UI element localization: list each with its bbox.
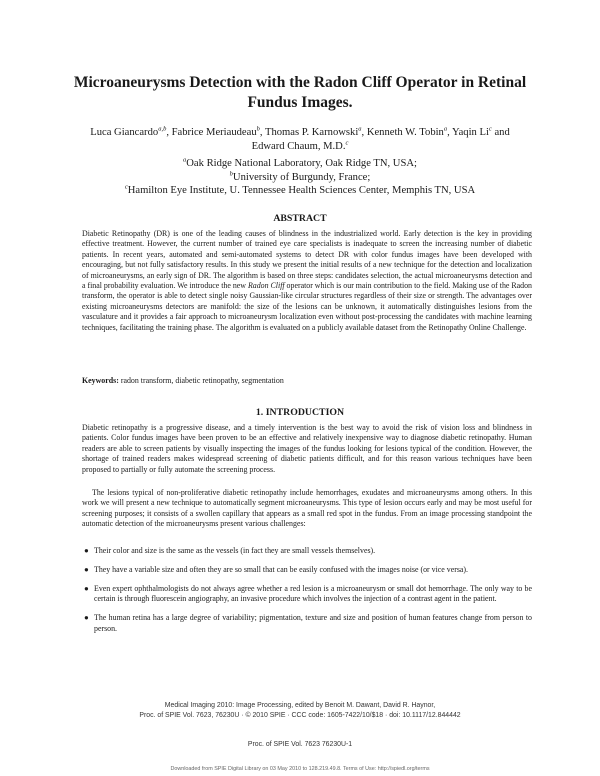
challenge-list xyxy=(82,546,532,643)
affiliation xyxy=(60,171,540,185)
abstract-emphasis: Radon Cliff xyxy=(247,281,285,291)
affiliation-mark: b xyxy=(229,169,233,177)
bullet-icon: ● xyxy=(84,584,89,593)
author-affil-mark: a xyxy=(358,125,362,133)
author-name: Yaqin Li xyxy=(452,127,489,138)
list-item-text: The human retina has a large degree of variability; pigmentation, texture and size and position of human features change from person to person. xyxy=(94,613,532,633)
affiliation-mark: a xyxy=(183,156,187,164)
list-item-text: They have a variable size and often they are so small that can be easily confused with the images noise (or vice versa). xyxy=(94,565,469,574)
author-name: Thomas P. Karnowski xyxy=(264,127,359,138)
section-heading-introduction: 1. INTRODUCTION xyxy=(255,407,345,418)
keywords-text: radon transform, diabetic retinopathy, segmentation xyxy=(120,376,284,385)
author-name: Edward Chaum, M.D. xyxy=(251,140,346,152)
affiliation xyxy=(60,184,540,198)
publication-info: Proc. of SPIE Vol. 7623, 76230U · © 2010 SPIE · CCC code: 1605-7422/10/$18 · doi: 10.1117/12.844442 xyxy=(139,712,461,719)
affiliation-list xyxy=(60,157,540,198)
author-affil-mark: a,b xyxy=(158,125,167,133)
keywords xyxy=(82,376,532,386)
author-conjunction: and xyxy=(494,127,510,138)
page-number-footer: Proc. of SPIE Vol. 7623 76230U-1 xyxy=(247,741,353,748)
author-affil-mark: c xyxy=(488,125,492,133)
bullet-icon: ● xyxy=(84,613,89,623)
affiliation xyxy=(60,157,540,171)
intro-paragraph: Diabetic retinopathy is a progressive disease, and a timely intervention is the best way to avoid the risk of vision loss and blindness in patients. Color fundus images have been proven to be an effective and relatively inexpensive way to diagnose diabetic retinopathy. Human readers are able to screen patients by visually inspecting the images of the fundus looking for lesions typical of the condition. However, the shortage of trained readers makes widespread screening of diabetic patients difficult, and for this reason various techniques have been proposed to partially or fully automate the screening process. xyxy=(82,423,532,474)
list-item xyxy=(82,565,532,575)
bullet-icon: ● xyxy=(84,546,89,555)
affiliation-mark: c xyxy=(124,183,128,191)
keywords-label: Keywords: xyxy=(82,376,119,385)
bullet-icon: ● xyxy=(84,565,89,574)
abstract-heading: ABSTRACT xyxy=(273,213,327,224)
list-item xyxy=(82,613,532,634)
list-item xyxy=(82,546,532,556)
author-name: Luca Giancardo xyxy=(90,127,159,138)
author-name: Kenneth W. Tobin xyxy=(366,127,444,138)
affiliation-text: University of Burgundy, France; xyxy=(232,171,371,183)
affiliation-text: Hamilton Eye Institute, U. Tennessee Health Sciences Center, Memphis TN, USA xyxy=(127,185,476,196)
intro-paragraph: The lesions typical of non-proliferative diabetic retinopathy include hemorrhages, exudates and microaneurysms among others. In this work we will present a new technique to automatically segment microaneurysms. This type of lesion occurs early and may be most useful for screening purposes; it consists of a swollen capillary that appears as a small red spot in the fundus. From an image processing standpoint the automatic detection of the microaneurysms present various challenges: xyxy=(82,488,532,529)
author-affil-mark: c xyxy=(345,138,349,146)
download-notice: Downloaded from SPIE Digital Library on 03 May 2010 to 128.219.49.8. Terms of Use: http://spiedl.org/terms xyxy=(170,766,430,772)
abstract-text: operator which is our main contribution to the field. Making use of the Radon transform, the operator is able to detect single noisy Gaussian-like circular structures regardless of their size or strength. The advantages over existing microaneurysms detectors are manifold: the size of the lesions can be unknown, it automatically distinguishes lesions from the vasculature and it provides a fair approach to microaneurysm localization even without post-processing the candidates with machine learning techniques, facilitating the training phase. The algorithm is evaluated on a publicly available dataset from the Retinopathy Online Challenge. xyxy=(82,281,532,332)
paper-title: Microaneurysms Detection with the Radon Cliff Operator in Retinal Fundus Images. xyxy=(73,74,527,111)
author-list: Luca Giancardo$^{a,b}$, Fabrice Meriaudeau$^b$, Thomas P. Karnowski$^a$, Kenneth W. Tobin$^a$, Yaqin Li$^c$ and Edward Chaum, M.D.$^c$ xyxy=(90,125,510,152)
author-name: Fabrice Meriaudeau xyxy=(171,127,257,138)
abstract-body xyxy=(82,229,532,333)
author-affil-mark: a xyxy=(443,125,448,133)
list-item-text: Even expert ophthalmologists do not always agree whether a red lesion is a microaneurysm or small dot hemorrhage. The only way to be certain is through fluorescein angiography, an invasive procedure which involves the injection of a contrast agent in the patient. xyxy=(94,584,532,604)
list-item xyxy=(82,584,532,605)
publication-info: Medical Imaging 2010: Image Processing, edited by Benoit M. Dawant, David R. Haynor, xyxy=(164,702,436,709)
author-affil-mark: b xyxy=(256,125,260,133)
list-item-text: Their color and size is the same as the vessels (in fact they are small vessels themselves). xyxy=(94,546,376,555)
abstract-text: Diabetic Retinopathy (DR) is one of the leading causes of blindness in the industrialized world. Early detection is the key in providing effective treatment. However, the current number of trained eye care specialists is inadequate to screen the increasing number of diabetic patients. In recent years, automated and semi-automated systems to detect DR with color fundus images have been developed with encouraging, but not fully satisfactory results. In this study we present the initial results of a new technique for the detection and localization of microaneurysms, an early sign of DR. The algorithm is based on three steps: candidates selection, the actual microaneurysms detection and a final probability evaluation. We introduce the new xyxy=(82,229,532,291)
affiliation-text: Oak Ridge National Laboratory, Oak Ridge TN, USA; xyxy=(186,158,417,169)
